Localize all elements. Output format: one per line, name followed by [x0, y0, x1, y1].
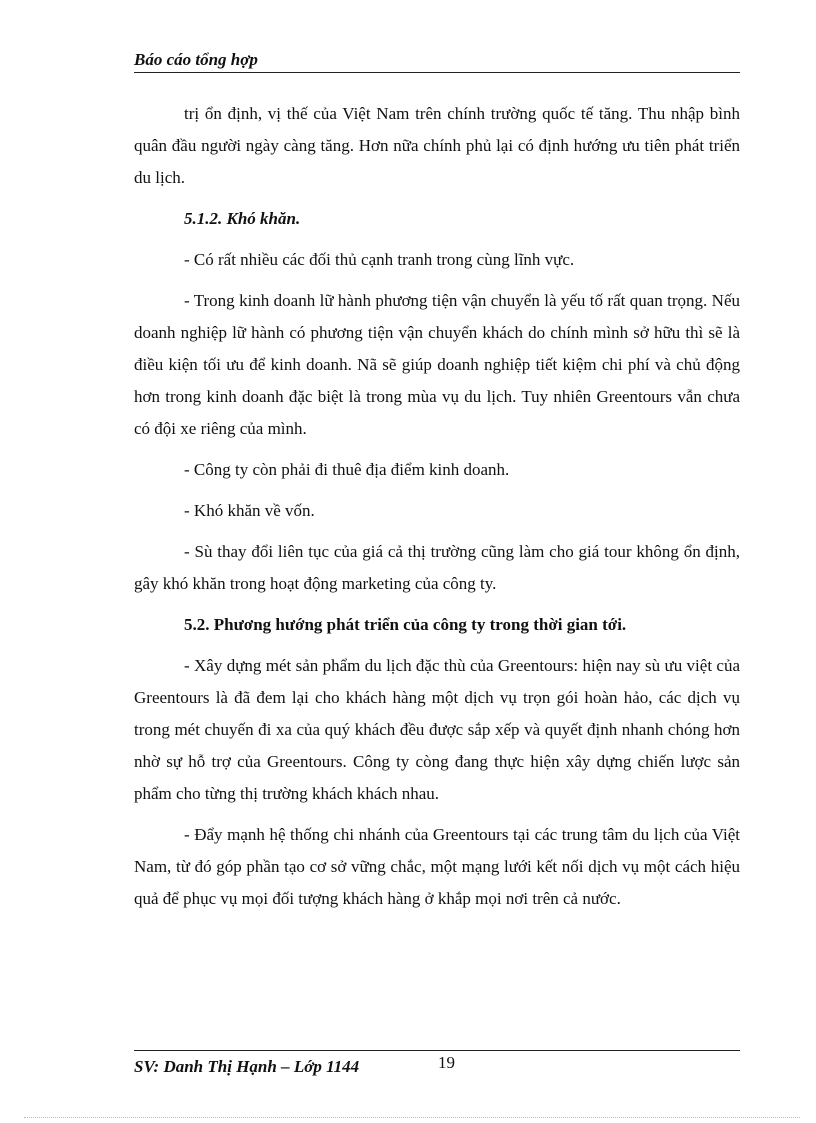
paragraph-branches: - Đẩy mạnh hệ thống chi nhánh của Greentours tại các trung tâm du lịch của Việt Nam, từ đó góp phần tạo cơ sở vững chắc, một mạng lưới kết nối dịch vụ một cách hiệu quả để phục vụ mọi đối tượng khách hàng ở khắp mọi nơi trên cả nước.: [134, 825, 740, 908]
footer-author: SV: Danh Thị Hạnh – Lớp 1144: [134, 1057, 360, 1076]
page-header: [134, 50, 740, 73]
paragraph-competitors: - Có rất nhiều các đối thủ cạnh tranh trong cùng lĩnh vực.: [184, 250, 575, 269]
paragraph-transport: - Trong kinh doanh lữ hành phương tiện vận chuyển là yếu tố rất quan trọng. Nếu doanh nghiệp lữ hành có phương tiện vận chuyển khách do chính mình sở hữu thì sẽ là điều kiện tối ưu để kinh doanh. Nã sẽ giúp doanh nghiệp tiết kiệm chi phí và chủ động hơn trong kinh doanh đặc biệt là trong mùa vụ du lịch. Tuy nhiên Greentours vẫn chưa có đội xe riêng của mình.: [134, 291, 740, 438]
heading-difficulties: 5.1.2. Khó khăn.: [184, 209, 301, 228]
page-footer: [134, 1050, 740, 1076]
page-bottom-border: [24, 1117, 800, 1118]
paragraph-rent: - Công ty còn phải đi thuê địa điểm kinh doanh.: [184, 460, 510, 479]
paragraph-intro: trị ổn định, vị thế của Việt Nam trên chính trường quốc tế tăng. Thu nhập bình quân đầu người ngày càng tăng. Hơn nữa chính phủ lại có định hướng ưu tiên phát triển du lịch.: [134, 104, 740, 187]
document-body: [134, 98, 740, 915]
paragraph-prices: - Sù thay đổi liên tục của giá cả thị trường cũng làm cho giá tour không ổn định, gây khó khăn trong hoạt động marketing của công ty.: [134, 542, 740, 593]
page-number: 19: [438, 1053, 455, 1072]
paragraph-capital: - Khó khăn về vốn.: [184, 501, 315, 520]
heading-direction: 5.2. Phương hướng phát triển của công ty trong thời gian tới.: [184, 615, 627, 634]
header-title: Báo cáo tổng hợp: [134, 50, 258, 69]
paragraph-product: - Xây dựng mét sản phẩm du lịch đặc thù của Greentours: hiện nay sù ưu việt của Greentours là đã đem lại cho khách hàng một dịch vụ trọn gói hoàn hảo, các dịch vụ trong mét chuyến đi xa của quý khách đều được sắp xếp và quyết định nhanh chóng hơn nhờ sự hỗ trợ của Greentours. Công ty còng đang thực hiện xây dựng chiến lược sản phẩm cho từng thị trường khách khách nhau.: [134, 656, 740, 803]
